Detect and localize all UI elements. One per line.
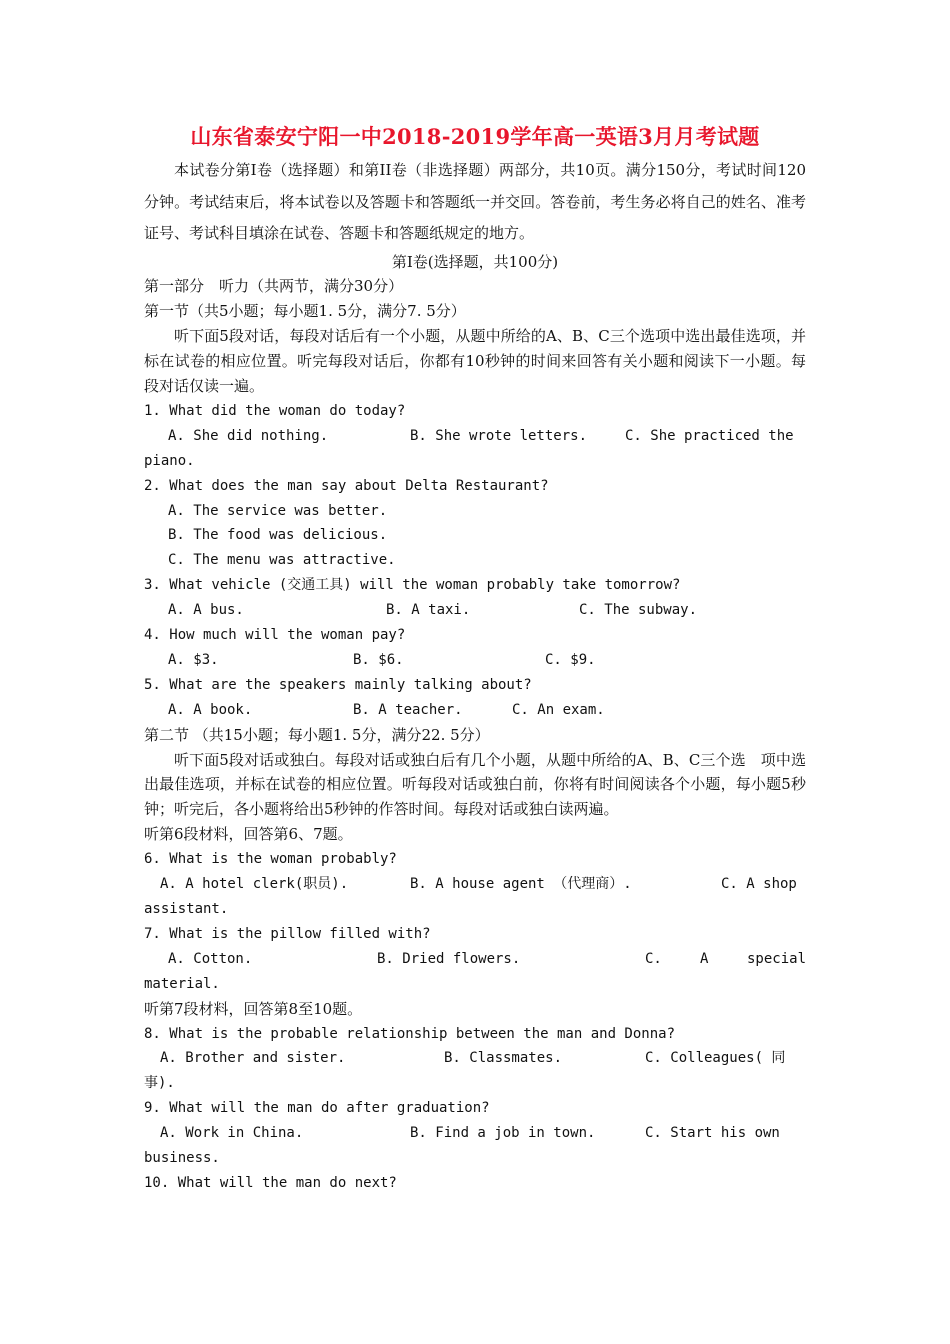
question-5-stem: 5. What are the speakers mainly talking about? — [144, 676, 532, 693]
option-b: B. Classmates. — [444, 1050, 563, 1067]
segment-7-heading: 听第7段材料，回答第8至10题。 — [144, 999, 363, 1018]
option-a: A. Cotton. — [168, 950, 253, 967]
question-7-stem: 7. What is the pillow filled with? — [144, 925, 431, 942]
option-a: A. $3. — [168, 651, 219, 668]
question-5-options — [144, 698, 806, 723]
exam-body — [144, 155, 806, 1196]
section2-heading: 第二节 （共15小题；每小题1. 5分，满分22. 5分） — [144, 725, 490, 744]
exam-title: 山东省泰安宁阳一中2018-2019学年高一英语3月月考试题 — [190, 124, 760, 149]
option-c-continued: business. — [144, 1150, 220, 1166]
option-a: A. The service was better. — [168, 502, 388, 519]
intro-paragraph: 本试卷分第I卷（选择题）和第II卷（非选择题）两部分，共10页。满分150分，考试时间120分钟。考试结束后，将本试卷以及答题卡和答题纸一并交回。答卷前，考生务必将自己的姓名、准考证号、考试科目填涂在试卷、答题卡和答题纸规定的地方。 — [144, 161, 806, 242]
option-c-continued: 事). — [144, 1075, 175, 1092]
question-6-stem: 6. What is the woman probably? — [144, 851, 397, 868]
question-4-options — [144, 648, 806, 673]
question-9-stem: 9. What will the man do after graduation? — [144, 1100, 490, 1117]
question-3-stem: 3. What vehicle (交通工具) will the woman probably take tomorrow? — [144, 577, 681, 594]
option-b: B. $6. — [353, 651, 404, 668]
option-c: C. An exam. — [512, 701, 605, 718]
option-a: A. Work in China. — [160, 1125, 304, 1142]
option-c-continued: piano. — [144, 452, 195, 469]
option-a: A. She did nothing. — [168, 427, 329, 444]
segment-6-heading: 听第6段材料，回答第6、7题。 — [144, 825, 353, 844]
section2-instructions: 听下面5段对话或独白。每段对话或独白后有几个小题，从题中所给的A、B、C三个选 项中选出最佳选项，并标在试卷的相应位置。听每段对话或独白前，你将有时间阅读各个小题，每小题5秒钟；听完后，各小题将给出5秒钟的作答时间。每段对话或独白读两遍。 — [144, 750, 806, 819]
option-c-continued: assistant. — [144, 900, 229, 917]
question-3-options — [144, 598, 806, 623]
question-4-stem: 4. How much will the woman pay? — [144, 627, 406, 644]
option-c-letter: C. — [645, 950, 662, 967]
question-1-stem: 1. What did the woman do today? — [144, 402, 406, 419]
option-a: A. Brother and sister. — [160, 1050, 346, 1067]
option-c: C. Colleagues( 同 — [645, 1050, 786, 1067]
question-2-stem: 2. What does the man say about Delta Restaurant? — [144, 477, 549, 494]
option-c-word: special — [747, 950, 807, 967]
option-b: B. Find a job in town. — [410, 1125, 596, 1142]
question-8-options — [144, 1046, 806, 1071]
question-7-options — [144, 947, 806, 972]
question-1-options — [144, 424, 806, 449]
section1-heading: 第一节（共5小题；每小题1. 5分，满分7. 5分） — [144, 302, 466, 321]
option-c: C. The menu was attractive. — [168, 552, 396, 569]
question-6-options — [144, 872, 806, 897]
option-c: C. $9. — [545, 651, 596, 668]
option-b: B. Dried flowers. — [377, 950, 521, 967]
option-b: B. She wrote letters. — [410, 427, 588, 444]
option-c-continued: material. — [144, 975, 220, 992]
option-c-article: A — [700, 950, 709, 967]
option-a: A. A hotel clerk(职员). — [160, 876, 349, 893]
option-c: C. A shop — [721, 876, 797, 893]
option-b: B. A taxi. — [386, 602, 471, 619]
option-b: B. A house agent （代理商）. — [410, 876, 632, 893]
option-c: C. Start his own — [645, 1125, 780, 1142]
question-10-stem: 10. What will the man do next? — [144, 1174, 397, 1191]
option-a: A. A bus. — [168, 602, 244, 619]
section1-instructions: 听下面5段对话，每段对话后有一个小题，从题中所给的A、B、C三个选项中选出最佳选项，并标在试卷的相应位置。听完每段对话后，你都有10秒钟的时间来回答有关小题和阅读下一小题。每段对话仅读一遍。 — [144, 327, 806, 396]
option-b: B. A teacher. — [353, 701, 463, 718]
volume-heading: 第I卷(选择题，共100分) — [391, 252, 559, 271]
question-8-stem: 8. What is the probable relationship between the man and Donna? — [144, 1025, 676, 1042]
option-c: C. The subway. — [579, 602, 698, 619]
option-b: B. The food was delicious. — [168, 527, 388, 544]
part-heading: 第一部分 听力（共两节，满分30分） — [144, 277, 404, 296]
option-a: A. A book. — [168, 701, 253, 718]
option-c: C. She practiced the — [625, 427, 794, 444]
question-9-options — [144, 1121, 806, 1146]
